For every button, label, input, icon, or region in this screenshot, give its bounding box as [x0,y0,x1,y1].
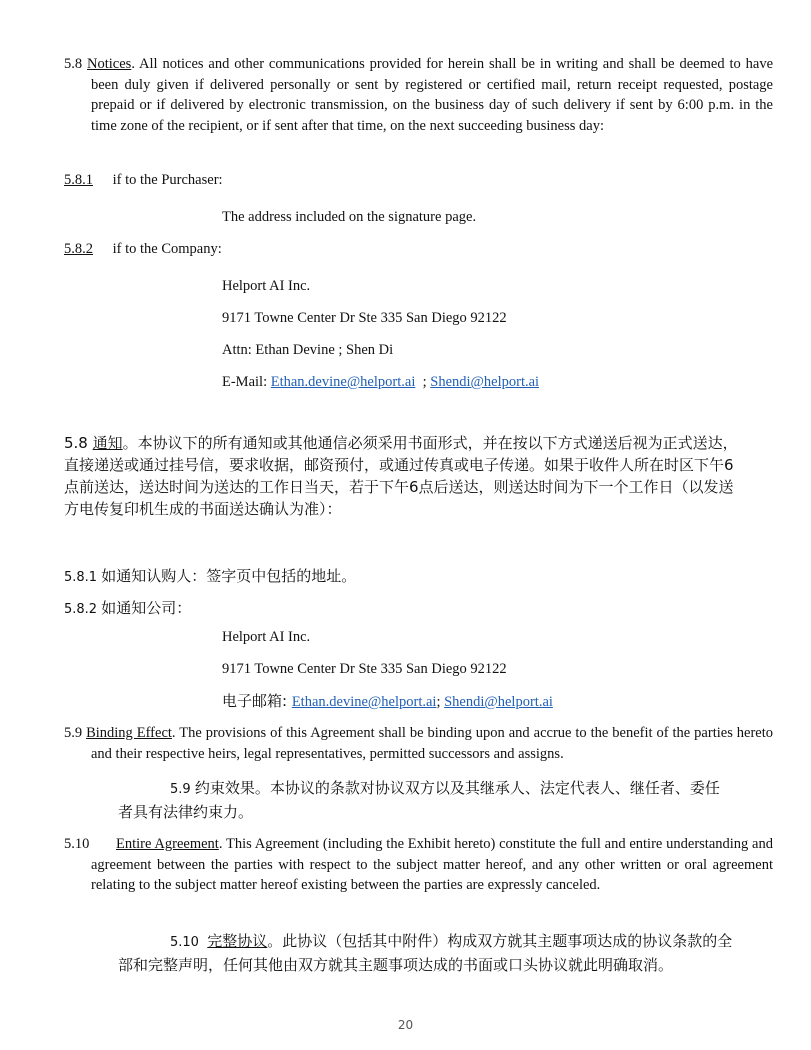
section-text: . The provisions of this Agreement shall be binding upon and accrue to the benefit of the parties hereto and their respective heirs, legal representatives, permitted successors and assigns. [91,725,774,762]
section-text: 。此协议（包括其中附件）构成双方就其主题事项达成的协议条款的全部和完整声明，任何其他由双方就其主题事项达成的书面或口头协议就此明确取消。 [118,932,733,974]
company-attn: Attn: Ethan Devine ; Shen Di [222,342,394,358]
section-5-8-2 [64,239,222,259]
section-text: 如通知认购人：签字页中包括的地址。 [101,567,357,585]
section-5-8-chinese [64,432,744,520]
section-heading: Binding Effect [86,725,172,741]
section-heading: Entire Agreement [116,836,219,852]
company-email-chinese-section [222,690,553,712]
email-label: E-Mail: [222,374,271,390]
section-text: if to the Purchaser: [112,172,223,188]
section-number: 5.9 [64,725,83,741]
company-street-chinese-section: 9171 Towne Center Dr Ste 335 San Diego 92122 [222,661,507,677]
section-text: 。本协议下的所有通知或其他通信必须采用书面形式，并在按以下方式递送后视为正式送达，直接递送或通过挂号信，要求收据，邮资预付，或通过传真或电子传递。如果于收件人所在时区下午6点前送达，送达时间为送达的工作日当天，若于下午6点后送达，则送达时间为下一个工作日（以发送方电传复印机生成的书面送达确认为准）： [64,434,738,518]
company-name: Helport AI Inc. [222,278,311,294]
page-number: 20 [397,1018,414,1032]
section-5-8-notices [64,54,773,136]
section-text: 约束效果。本协议的条款对协议双方以及其继承人、法定代表人、继任者、委任者具有法律约束力。 [118,779,720,821]
section-5-8-1-chinese [64,565,356,589]
section-number: 5.8.1 [64,570,102,585]
section-number: 5.10 [170,935,208,950]
section-heading: 完整协议 [207,932,268,950]
section-number: 5.9 [170,782,195,797]
company-street: 9171 Towne Center Dr Ste 335 San Diego 92122 [222,310,507,326]
section-number: 5.8 [64,434,93,452]
section-5-9-chinese [118,777,733,823]
company-email [222,372,539,392]
section-5-10-chinese [118,930,743,976]
section-number: 5.10 [64,836,90,852]
section-5-10-entire-agreement [64,834,773,896]
section-number: 5.8.2 [64,241,93,257]
email-link-ethan[interactable]: Ethan.devine@helport.ai [291,694,437,710]
section-text: if to the Company: [112,241,222,257]
company-name-chinese-section: Helport AI Inc. [222,629,311,645]
email-link-ethan[interactable]: Ethan.devine@helport.ai [270,374,416,390]
section-heading: Notices [87,56,132,72]
section-number: 5.8.1 [64,172,93,188]
section-text: . All notices and other communications provided for herein shall be in writing and shall be deemed to have been duly given if delivered personally or sent by registered or certified mail, return receipt requested, postage prepaid or if delivered by electronic transmission, on the business day of such delivery if sent by 6:00 p.m. in the time zone of the recipient, or if sent after that time, on the next succeeding business day: [91,56,773,134]
email-link-shendi[interactable]: Shendi@helport.ai [430,374,540,390]
email-separator: ; [415,374,431,390]
section-5-8-1 [64,170,223,190]
section-text: 如通知公司： [101,599,192,617]
email-link-shendi[interactable]: Shendi@helport.ai [444,694,553,710]
section-number: 5.8 [64,56,83,72]
purchaser-address: The address included on the signature page. [222,209,477,225]
section-heading: 通知 [92,434,123,452]
section-text: . This Agreement (including the Exhibit hereto) constitute the full and entire understanding and agreement between the parties with respect to the subject matter hereof, and any other written or oral agreement relating to the subject matter hereof existing between the parties are expressly canceled. [91,836,773,893]
section-5-9-binding-effect [64,723,773,764]
section-number: 5.8.2 [64,602,102,617]
section-5-8-2-chinese [64,597,191,621]
email-label: 电子邮箱: [222,692,292,710]
email-separator: ; [436,694,445,710]
